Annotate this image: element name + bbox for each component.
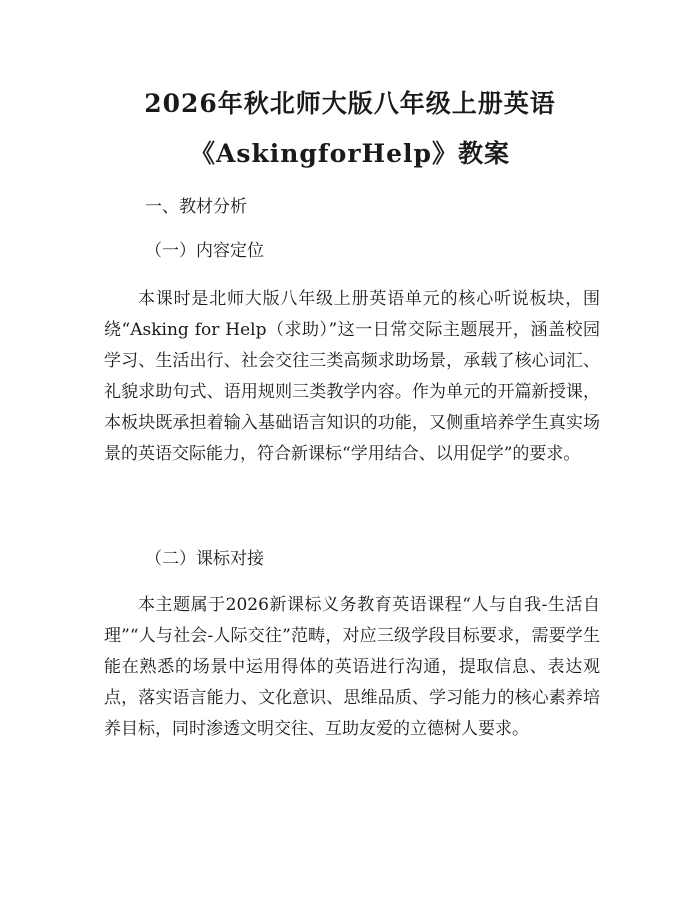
subsection-heading-curriculum-alignment: （二）课标对接: [145, 549, 264, 569]
paragraph-curriculum-alignment: 本主题属于2026新课标义务教育英语课程“人与自我-生活自理”“人与社会-人际交往”范畴，对应三级学段目标要求，需要学生能在熟悉的场景中运用得体的英语进行沟通，提取信息、表达观点，落实语言能力、文化意识、思维品质、学习能力的核心素养培养目标，同时渗透文明交往、互助友爱的立德树人要求。: [104, 595, 600, 739]
document-title-line-2: 《AskingforHelp》教案: [189, 139, 511, 168]
document-title-line-1: 2026年秋北师大版八年级上册英语: [144, 89, 556, 118]
paragraph-content-positioning: 本课时是北师大版八年级上册英语单元的核心听说板块，围绕“Asking for Help（求助）”这一日常交际主题展开，涵盖校园学习、生活出行、社会交往三类高频求助场景，承载了核心词汇、礼貌求助句式、语用规则三类教学内容。作为单元的开篇新授课，本板块既承担着输入基础语言知识的功能，又侧重培养学生真实场景的英语交际能力，符合新课标“学用结合、以用促学”的要求。: [104, 289, 600, 464]
section-heading-textbook-analysis: 一、教材分析: [145, 197, 247, 217]
subsection-heading-content-positioning: （一）内容定位: [145, 241, 264, 261]
